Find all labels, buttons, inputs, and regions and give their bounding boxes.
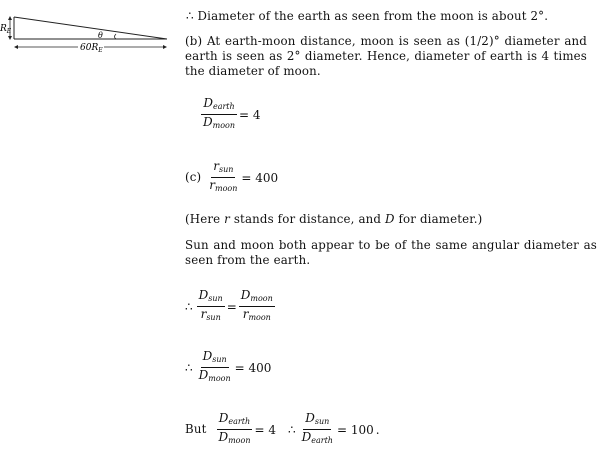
earth-diameter-statement: ∴ Diameter of the earth as seen from the moon is about 2°. [186,9,549,23]
height-label: $R_E$ [0,24,12,35]
notation-note: (Here r stands for distance, and D for diameter.) [185,212,483,226]
hypotenuse-line [14,17,167,39]
fraction: $\frac{D_{sun}}{D_{moon}}$ [198,349,231,383]
fraction: $\frac{D_{sun}}{D_{earth}}$ [301,411,333,445]
angle-arc [115,34,117,39]
part-b-paragraph: (b) At earth-moon distance, moon is seen as (1/2)° diameter and earth is seen as 2° diameter. Hence, diameter of earth is 4 times the diameter of moon. [185,34,587,78]
equation-sun-moon-distance-ratio: (c) $\frac{r_{sun}}{r_{moon}}$ = 400 [185,159,279,193]
part-c-label: (c) [185,170,202,184]
equation-sun-moon-diameter-ratio: ∴ $\frac{D_{sun}}{D_{moon}}$ = 400 [185,349,272,383]
equation-earth-moon-ratio: $\frac{D_{earth}}{D_{moon}}$ = 4 [203,96,261,130]
angle-label: θ [98,31,103,40]
equation-angular-equality: ∴ $\frac{D_{sun}}{r_{sun}}$ = $\frac{D_{moon}}{r_{moon}}$ [185,288,273,322]
fraction: $\frac{r_{sun}}{r_{moon}}$ [209,159,238,193]
earth-moon-diagram [0,12,175,52]
fraction: $\frac{D_{earth}}{D_{moon}}$ [218,411,251,445]
equation-sun-earth-ratio: But $\frac{D_{earth}}{D_{moon}}$ = 4 ∴ $\frac{D_{sun}}{D_{earth}}$ = 100 . [185,411,380,445]
fraction: $\frac{D_{earth}}{D_{moon}}$ [203,96,235,130]
fraction: $\frac{D_{moon}}{r_{moon}}$ [240,288,273,322]
fraction: $\frac{D_{sun}}{r_{sun}}$ [198,288,223,322]
base-label: $60R_E$ [80,43,103,52]
sun-moon-paragraph: Sun and moon both appear to be of the same angular diameter as seen from the earth. [185,238,597,267]
